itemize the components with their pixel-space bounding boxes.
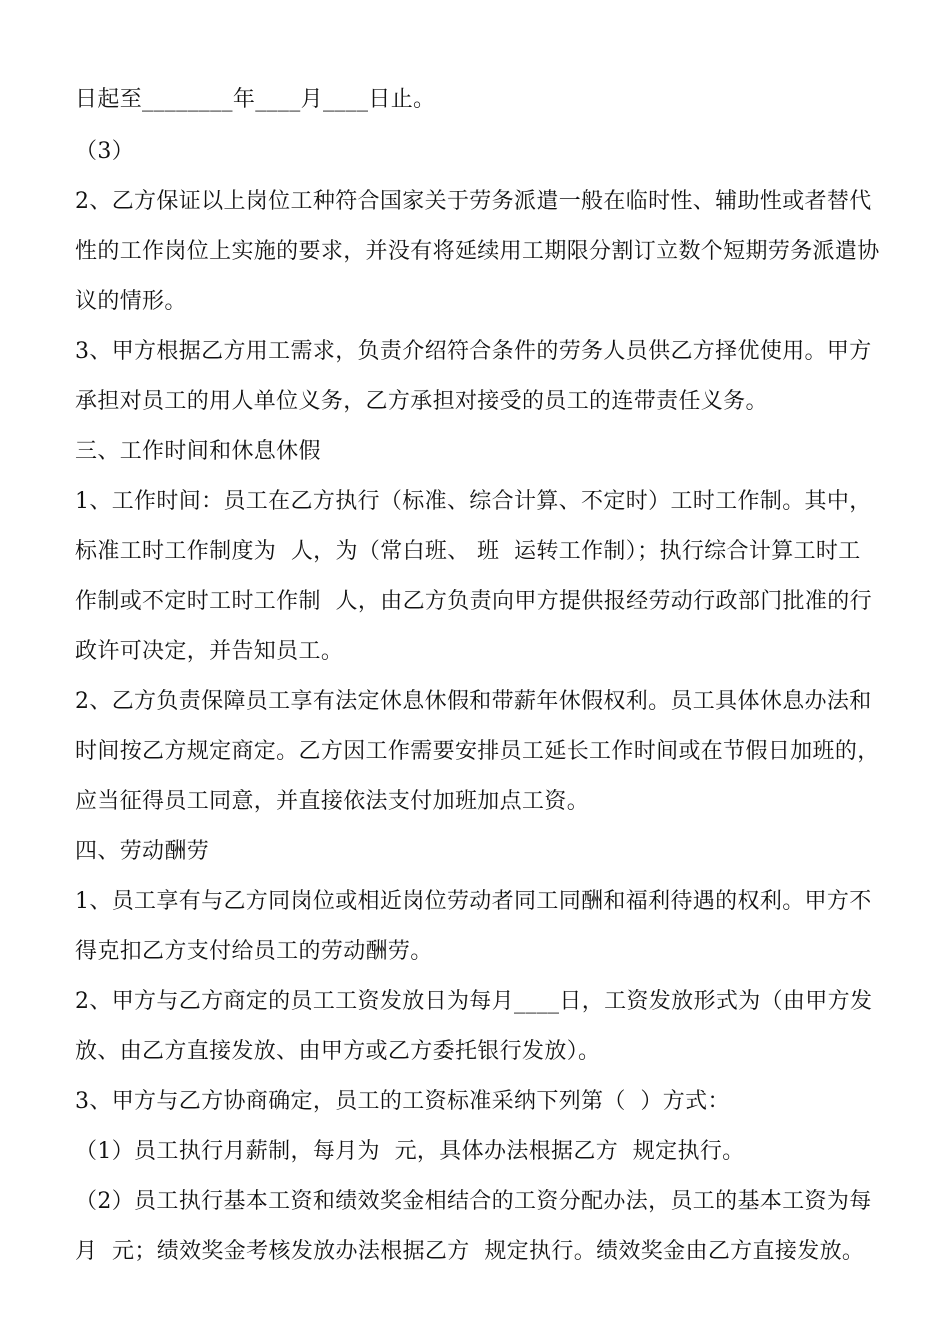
line-pay-day-part-1: 2、甲方与乙方商定的员工工资发放日为每月____日，工资发放形式为（由甲方发: [75, 989, 873, 1014]
line-option-1: （1）员工执行月薪制，每月为 元，具体办法根据乙方 规定执行。: [75, 1139, 745, 1164]
line-clause-3-part-2: 承担对员工的用人单位义务，乙方承担对接受的员工的连带责任义务。: [75, 389, 768, 414]
line-work-time-part-4: 政许可决定，并告知员工。: [75, 639, 344, 664]
line-work-time-part-3: 作制或不定时工时工作制 人，由乙方负责向甲方提供报经劳动行政部门批准的行: [75, 589, 872, 614]
line-clause-2-part-1: 2、乙方保证以上岗位工种符合国家关于劳务派遣一般在临时性、辅助性或者替代: [75, 189, 872, 214]
line-rest-leave-part-3: 应当征得员工同意，并直接依法支付加班加点工资。: [75, 789, 590, 814]
line-option-2-part-1: （2）员工执行基本工资和绩效奖金相结合的工资分配办法，员工的基本工资为每: [75, 1189, 872, 1214]
line-work-time-part-1: 1、工作时间：员工在乙方执行（标准、综合计算、不定时）工时工作制。其中，: [75, 489, 872, 514]
section-heading-3: 三、工作时间和休息休假: [75, 439, 321, 464]
line-clause-2-part-3: 议的情形。: [75, 289, 187, 314]
line-clause-2-part-2: 性的工作岗位上实施的要求，并没有将延续用工期限分割订立数个短期劳务派遣协: [75, 239, 880, 264]
line-wage-standard: 3、甲方与乙方协商确定，员工的工资标准采纳下列第（ ）方式：: [75, 1089, 730, 1114]
line-option-2-part-2: 月 元；绩效奖金考核发放办法根据乙方 规定执行。绩效奖金由乙方直接发放。: [75, 1239, 865, 1264]
line-pay-day-part-2: 放、由乙方直接发放、由甲方或乙方委托银行发放）。: [75, 1039, 601, 1064]
line-equal-pay-part-1: 1、员工享有与乙方同岗位或相近岗位劳动者同工同酬和福利待遇的权利。甲方不: [75, 889, 872, 914]
section-heading-4: 四、劳动酬劳: [75, 839, 210, 864]
line-work-time-part-2: 标准工时工作制度为 人，为（常白班、 班 运转工作制）；执行综合计算工时工: [75, 539, 861, 564]
line-rest-leave-part-2: 时间按乙方规定商定。乙方因工作需要安排员工延长工作时间或在节假日加班的，: [75, 739, 880, 764]
line-equal-pay-part-2: 得克扣乙方支付给员工的劳动酬劳。: [75, 939, 433, 964]
line-rest-leave-part-1: 2、乙方负责保障员工享有法定休息休假和带薪年休假权利。员工具体休息办法和: [75, 689, 872, 714]
line-clause-3-part-1: 3、甲方根据乙方用工需求，负责介绍符合条件的劳务人员供乙方择优使用。甲方: [75, 339, 872, 364]
line-date-range: 日起至________年____月____日止。: [75, 87, 436, 112]
line-item-3: （3）: [75, 139, 135, 164]
